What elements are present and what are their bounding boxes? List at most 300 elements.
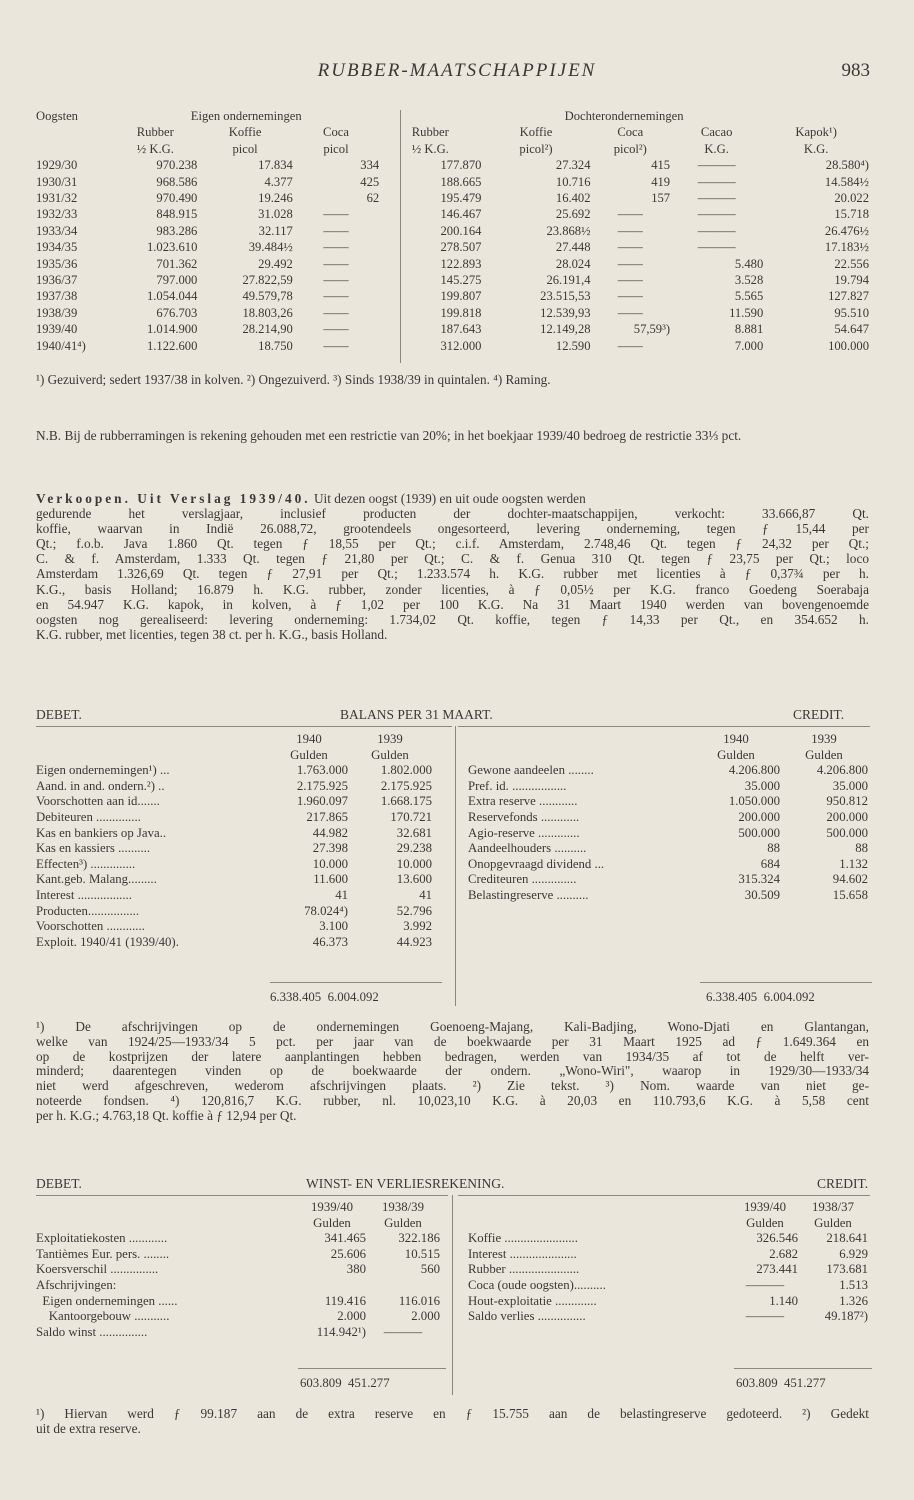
total-value: 6.004.092 bbox=[327, 990, 379, 1004]
table-cell: 200.000 bbox=[826, 809, 868, 824]
table-row bbox=[36, 857, 432, 873]
total-value: 6.338.405 bbox=[270, 990, 322, 1004]
table-cell: 425 bbox=[360, 174, 380, 189]
row-label: 1936/37 bbox=[36, 273, 78, 288]
table-cell: 419 bbox=[651, 174, 671, 189]
row-label: Kas en kassiers .......... bbox=[36, 841, 151, 856]
table-cell: 35.000 bbox=[744, 778, 780, 793]
table-cell: 44.982 bbox=[312, 825, 348, 840]
table-cell: 62 bbox=[366, 191, 380, 206]
table-cell: 30.509 bbox=[744, 887, 780, 902]
table-cell: 10.000 bbox=[312, 856, 348, 871]
row-label: Aandeelhouders .......... bbox=[468, 841, 587, 856]
unit-header: K.G. bbox=[803, 141, 829, 156]
unit-header: Gulden bbox=[371, 747, 409, 762]
table-cell: 1.960.097 bbox=[296, 794, 348, 809]
row-label: Belastingreserve .......... bbox=[468, 887, 589, 902]
row-label: Gewone aandeelen ........ bbox=[468, 763, 594, 778]
balans-credit-label: CREDIT. bbox=[793, 707, 845, 722]
table-row bbox=[36, 1231, 440, 1247]
row-label: Tantièmes Eur. pers. ........ bbox=[36, 1246, 170, 1261]
verkoop-line: en 54.947 K.G. kapok, in kolven, à ƒ 1,02 per 100 K.G. Na 31 Maart 1940 werden van bovengenoemde bbox=[36, 596, 869, 612]
verkoop-line: K.G. rubber, met licenties, tegen 38 ct. per h. K.G., basis Holland. bbox=[36, 626, 388, 642]
row-label: 1939/40 bbox=[36, 322, 78, 337]
table-cell: 12.590 bbox=[555, 338, 591, 353]
winst-debet-table bbox=[36, 1200, 440, 1340]
total-value: 603.809 bbox=[736, 1376, 778, 1390]
table-cell: —— bbox=[617, 338, 643, 353]
table-cell: 22.556 bbox=[834, 256, 869, 271]
table-cell: 127.827 bbox=[828, 289, 869, 304]
year-header: 1939 bbox=[377, 732, 403, 746]
table-cell: 78.024⁴) bbox=[304, 903, 348, 918]
row-label: 1934/35 bbox=[36, 240, 78, 255]
row-label: Saldo winst ............... bbox=[36, 1324, 148, 1339]
row-label: 1935/36 bbox=[36, 256, 78, 271]
table-cell: 32.117 bbox=[258, 223, 293, 238]
table-cell: 1.513 bbox=[839, 1277, 868, 1292]
winst-credit-table bbox=[468, 1200, 868, 1325]
row-label: 1938/39 bbox=[36, 305, 78, 320]
table-cell: 278.507 bbox=[440, 240, 482, 255]
group-dochter: Dochterondernemingen bbox=[564, 109, 684, 123]
table-row bbox=[36, 338, 869, 354]
table-cell: 27.448 bbox=[555, 240, 591, 255]
table-cell: 14.584½ bbox=[824, 174, 869, 189]
table-cell: 19.246 bbox=[258, 191, 293, 206]
unit-header: picol bbox=[232, 141, 258, 156]
table-cell: 23.868½ bbox=[546, 223, 591, 238]
table-cell: 341.465 bbox=[324, 1231, 366, 1246]
footnote-line: ¹) De afschrijvingen op de ondernemingen Goenoeng-Majang, Kali-Badjing, Wono-Djati en Glantangan, bbox=[36, 1019, 869, 1034]
table-cell: 4.206.800 bbox=[816, 763, 868, 778]
unit-header: Gulden bbox=[746, 1215, 784, 1230]
table-cell: —— bbox=[323, 223, 349, 238]
column-header: Koffie bbox=[228, 125, 262, 140]
table-cell: 1.132 bbox=[839, 856, 868, 871]
column-header: Rubber bbox=[411, 125, 449, 140]
page-number: 983 bbox=[841, 60, 870, 81]
row-label: Hout-exploitatie ............. bbox=[468, 1293, 597, 1308]
row-label: Kantoorgebouw ........... bbox=[36, 1309, 170, 1324]
table-cell: 15.658 bbox=[832, 887, 868, 902]
row-label: Voorschotten ............ bbox=[36, 919, 145, 934]
table-cell: 49.579,78 bbox=[242, 289, 293, 304]
table-cell: 12.149,28 bbox=[540, 322, 591, 337]
table-row bbox=[468, 1262, 868, 1278]
winst-credit-label: CREDIT. bbox=[817, 1176, 869, 1191]
table-cell: ——— bbox=[745, 1309, 785, 1324]
column-header: Coca bbox=[617, 125, 644, 140]
table-cell: 1.014.900 bbox=[146, 322, 198, 337]
table-cell: 35.000 bbox=[832, 778, 868, 793]
table-cell: —— bbox=[323, 305, 349, 320]
table-cell: 27.822,59 bbox=[242, 273, 293, 288]
verkoop-line: oogsten nog gerealiseerd: levering onderneming: 1.734,02 Qt. koffie, tegen ƒ 14,33 per Qt., en 354.652 h. bbox=[36, 611, 869, 627]
table-cell: 10.000 bbox=[396, 856, 432, 871]
footnote-line: ¹) Hiervan werd ƒ 99.187 aan de extra reserve en ƒ 15.755 aan de belastingreserve gedoteerd. ²) Gedekt bbox=[36, 1406, 869, 1421]
total-value: 6.004.092 bbox=[763, 990, 815, 1004]
table-cell: 29.238 bbox=[396, 841, 432, 856]
table-cell: 20.022 bbox=[834, 191, 869, 206]
table-cell: 114.942¹) bbox=[316, 1324, 366, 1339]
footnote-line: noteerde fondsen. ⁴) 120,816,7 K.G. rubber, nl. 10,023,10 K.G. à 20,03 en 110.793,6 K.G. à 5,58 cent bbox=[36, 1092, 869, 1108]
table-cell: 31.028 bbox=[258, 207, 293, 222]
table-cell: 52.796 bbox=[396, 903, 432, 918]
table-cell: 11.600 bbox=[313, 872, 348, 887]
table-row bbox=[36, 239, 869, 255]
table-cell: 18.750 bbox=[258, 338, 293, 353]
footnote-line: per h. K.G.; 4.763,18 Qt. koffie à ƒ 12,94 per Qt. bbox=[36, 1107, 297, 1123]
table-cell: 950.812 bbox=[826, 794, 868, 809]
year-header: 1938/37 bbox=[812, 1200, 854, 1214]
table-row bbox=[468, 888, 868, 904]
table-cell: 19.794 bbox=[834, 273, 869, 288]
table-row bbox=[36, 190, 869, 206]
table-cell: 39.484½ bbox=[248, 240, 293, 255]
table-row bbox=[36, 223, 869, 239]
table-cell: 1.802.000 bbox=[380, 763, 432, 778]
table-cell: 8.881 bbox=[734, 322, 764, 337]
table-cell: 27.398 bbox=[312, 841, 348, 856]
table-row bbox=[468, 810, 868, 826]
unit-header: Gulden bbox=[384, 1215, 422, 1230]
balans-debet-label: DEBET. bbox=[36, 707, 82, 722]
row-label: 1940/41⁴) bbox=[36, 338, 86, 353]
table-cell: 199.807 bbox=[440, 289, 482, 304]
table-cell: 44.923 bbox=[396, 934, 432, 949]
row-label: 1931/32 bbox=[36, 191, 78, 206]
table-cell: 200.000 bbox=[738, 809, 780, 824]
table-cell: 187.643 bbox=[440, 322, 482, 337]
table-cell: 95.510 bbox=[834, 305, 869, 320]
table-row bbox=[36, 1294, 440, 1310]
winst-debet-label: DEBET. bbox=[36, 1176, 82, 1191]
nb-note: N.B. Bij de rubberramingen is rekening gehouden met een restrictie van 20%; in het boekjaar 1939/40 bedroeg de restrictie 33⅓ pct. bbox=[36, 428, 742, 443]
row-label: Debiteuren .............. bbox=[36, 809, 141, 824]
table-cell: 119.416 bbox=[324, 1293, 366, 1308]
table-cell: 54.647 bbox=[834, 322, 869, 337]
table-cell: 122.893 bbox=[440, 256, 482, 271]
verkoop-line: Uit dezen oogst (1939) en uit oude oogsten werden bbox=[310, 491, 586, 506]
table-row bbox=[36, 1278, 440, 1294]
table-row bbox=[468, 841, 868, 857]
table-row bbox=[468, 1278, 868, 1294]
unit-header: Gulden bbox=[313, 1215, 351, 1230]
table-cell: 88 bbox=[767, 841, 780, 856]
table-cell: 157 bbox=[651, 191, 671, 206]
table-cell: 17.183½ bbox=[824, 240, 869, 255]
table-cell: 29.492 bbox=[258, 256, 293, 271]
table-cell: —— bbox=[617, 273, 643, 288]
table-cell: 116.016 bbox=[398, 1293, 440, 1308]
table-cell: 983.286 bbox=[156, 223, 198, 238]
table-cell: 173.681 bbox=[826, 1262, 868, 1277]
table-cell: 170.721 bbox=[390, 809, 432, 824]
table-cell: 1.763.000 bbox=[296, 763, 348, 778]
row-label: Rubber ...................... bbox=[468, 1262, 580, 1277]
table-cell: 500.000 bbox=[738, 825, 780, 840]
table-cell: 23.515,53 bbox=[540, 289, 591, 304]
table-cell: 3.100 bbox=[319, 919, 348, 934]
row-label: Koffie ....................... bbox=[468, 1231, 578, 1246]
row-label: Exploit. 1940/41 (1939/40). bbox=[36, 934, 179, 949]
year-header: 1939/40 bbox=[744, 1200, 786, 1214]
table-row bbox=[36, 206, 869, 222]
table-cell: —— bbox=[323, 289, 349, 304]
table-cell: 3.528 bbox=[734, 273, 764, 288]
unit-header: ½ K.G. bbox=[411, 141, 449, 156]
table-cell: 315.324 bbox=[738, 872, 780, 887]
table-cell: 415 bbox=[651, 158, 671, 173]
footnote-line: welke van 1924/25—1933/34 5 pct. per jaar van de boekwaarde per 31 Maart 1925 ad ƒ 1.649.364 en bbox=[36, 1033, 869, 1049]
table-cell: 322.186 bbox=[398, 1231, 440, 1246]
row-label: Reservefonds ............ bbox=[468, 809, 580, 824]
page-running-title: RUBBER-MAATSCHAPPIJEN bbox=[317, 60, 597, 81]
table-cell: —— bbox=[323, 338, 349, 353]
table-cell: 968.586 bbox=[156, 174, 198, 189]
row-label: Interest ................. bbox=[36, 887, 132, 902]
unit-header: Gulden bbox=[290, 747, 328, 762]
row-label: Crediteuren .............. bbox=[468, 872, 577, 887]
year-header: 1940 bbox=[723, 732, 749, 746]
row-label: Producten................ bbox=[36, 903, 140, 918]
group-eigen: Eigen ondernemingen bbox=[190, 109, 302, 123]
table-cell: 2.682 bbox=[769, 1246, 798, 1261]
table-cell: 5.565 bbox=[734, 289, 764, 304]
verkoop-line: Amsterdam 1.326,69 Qt. tegen ƒ 27,91 per Qt.; 1.233.574 h. K.G. rubber met licenties à ƒ 0,37¾ per h. bbox=[36, 566, 869, 582]
table-row bbox=[36, 288, 869, 304]
table-cell: —— bbox=[617, 289, 643, 304]
table-row bbox=[36, 321, 869, 337]
harvest-footnote: ¹) Gezuiverd; sedert 1937/38 in kolven. ²) Ongezuiverd. ³) Sinds 1938/39 in quintalen. ⁴) Raming. bbox=[36, 372, 551, 387]
year-header: 1940 bbox=[296, 732, 322, 746]
table-cell: ——— bbox=[697, 240, 736, 255]
verkoop-line: gedurende het verslagjaar, inclusief producten der dochter-maatschappijen, verkocht: 33.666,87 Qt. bbox=[36, 506, 869, 522]
winst-total-right bbox=[736, 1376, 826, 1392]
table-cell: 701.362 bbox=[156, 256, 198, 271]
row-label: Effecten³) .............. bbox=[36, 856, 136, 871]
year-header: 1938/39 bbox=[382, 1200, 424, 1214]
harvest-table bbox=[36, 108, 869, 354]
balans-credit-table bbox=[468, 732, 868, 904]
table-cell: 4.206.800 bbox=[728, 763, 780, 778]
table-cell: 1.023.610 bbox=[146, 240, 198, 255]
table-cell: 28.024 bbox=[555, 256, 591, 271]
table-cell: 7.000 bbox=[734, 338, 764, 353]
balans-total-left bbox=[270, 990, 379, 1006]
table-cell: 2.175.925 bbox=[380, 778, 432, 793]
col-oogsten: Oogsten bbox=[36, 109, 78, 123]
verkoop-line: Qt.; f.o.b. Java 1.860 Qt. tegen ƒ 18,55 per Qt.; c.i.f. Amsterdam, 2.748,46 Qt. tegen ƒ 24,32 per Qt.; bbox=[36, 536, 869, 552]
row-label: Coca (oude oogsten).......... bbox=[468, 1277, 606, 1292]
table-cell: 5.480 bbox=[734, 256, 764, 271]
row-label: Onopgevraagd dividend ... bbox=[468, 856, 605, 871]
table-row bbox=[468, 1247, 868, 1263]
table-cell: 88 bbox=[855, 841, 868, 856]
table-row bbox=[36, 794, 432, 810]
table-row bbox=[468, 1231, 868, 1247]
row-label: Kas en bankiers op Java.. bbox=[36, 825, 167, 840]
table-cell: 4.377 bbox=[264, 174, 293, 189]
table-cell: 27.324 bbox=[555, 158, 591, 173]
table-cell: 195.479 bbox=[440, 191, 482, 206]
footnote-line: niet werd afgeschreven, wederom afschrijvingen plaats. ²) Zie tekst. ³) Nom. waarde van niet ge- bbox=[36, 1078, 869, 1094]
row-label: Afschrijvingen: bbox=[36, 1277, 117, 1292]
row-label: Kant.geb. Malang......... bbox=[36, 872, 157, 887]
table-row bbox=[468, 1294, 868, 1310]
table-cell: 217.865 bbox=[306, 809, 348, 824]
table-row bbox=[468, 763, 868, 779]
table-cell: 12.539,93 bbox=[540, 305, 591, 320]
table-cell bbox=[298, 1278, 366, 1294]
unit-header: picol bbox=[323, 141, 349, 156]
table-cell: 188.665 bbox=[440, 174, 482, 189]
row-label: Saldo verlies ............... bbox=[468, 1309, 586, 1324]
table-cell: 200.164 bbox=[440, 223, 482, 238]
table-cell: 145.275 bbox=[440, 273, 482, 288]
table-row bbox=[36, 305, 869, 321]
row-label: 1930/31 bbox=[36, 174, 78, 189]
table-row bbox=[36, 779, 432, 795]
total-value: 451.277 bbox=[784, 1376, 826, 1390]
unit-header: Gulden bbox=[814, 1215, 852, 1230]
table-cell: ——— bbox=[697, 174, 736, 189]
balans-total-right bbox=[706, 990, 815, 1006]
table-cell: 17.834 bbox=[258, 158, 293, 173]
footnote-line: uit de extra reserve. bbox=[36, 1421, 141, 1436]
table-cell: 273.441 bbox=[756, 1262, 798, 1277]
verkoop-paragraph bbox=[36, 491, 869, 642]
winst-title: WINST- EN VERLIESREKENING. bbox=[306, 1176, 505, 1191]
table-cell: 28.580⁴) bbox=[825, 158, 869, 173]
table-cell: 797.000 bbox=[156, 273, 198, 288]
row-label: Koersverschil ............... bbox=[36, 1262, 159, 1277]
total-value: 603.809 bbox=[300, 1376, 342, 1390]
table-cell: 334 bbox=[360, 158, 380, 173]
table-cell: 94.602 bbox=[832, 872, 868, 887]
table-cell: 57,59³) bbox=[633, 322, 671, 337]
table-cell: —— bbox=[617, 207, 643, 222]
table-cell: —— bbox=[617, 256, 643, 271]
unit-header: picol²) bbox=[613, 141, 647, 156]
table-cell: 46.373 bbox=[312, 934, 348, 949]
table-row bbox=[36, 919, 432, 935]
footnote-line: minderd; daarentegen vinden op de boekwaarde der ondern. „Wono-Wiri", waarop in 1929/30—1933/34 bbox=[36, 1063, 869, 1079]
table-cell: 15.718 bbox=[834, 207, 869, 222]
year-header: 1939/40 bbox=[311, 1200, 353, 1214]
table-cell: 100.000 bbox=[828, 338, 869, 353]
table-cell: —— bbox=[323, 256, 349, 271]
table-cell: 199.818 bbox=[440, 305, 482, 320]
table-cell: 26.191,4 bbox=[546, 273, 591, 288]
column-header: Coca bbox=[323, 125, 349, 140]
table-row bbox=[36, 826, 432, 842]
table-cell: 11.590 bbox=[729, 305, 764, 320]
table-row bbox=[36, 872, 432, 888]
table-cell: 326.546 bbox=[756, 1231, 798, 1246]
table-cell: ——— bbox=[383, 1324, 423, 1339]
table-cell: 1.050.000 bbox=[728, 794, 780, 809]
column-header: Rubber bbox=[136, 125, 174, 140]
table-cell: ——— bbox=[697, 191, 736, 206]
winst-footnote bbox=[36, 1406, 869, 1436]
winst-total-left bbox=[300, 1376, 390, 1392]
table-cell: 6.929 bbox=[839, 1246, 868, 1261]
row-label: Extra reserve ............ bbox=[468, 794, 578, 809]
table-row bbox=[36, 1247, 440, 1263]
table-cell: —— bbox=[323, 240, 349, 255]
unit-header: picol²) bbox=[519, 141, 553, 156]
row-label: Pref. id. ................. bbox=[468, 778, 567, 793]
table-cell: 1.326 bbox=[839, 1293, 868, 1308]
row-label: Agio-reserve ............. bbox=[468, 825, 580, 840]
table-cell: 41 bbox=[335, 887, 348, 902]
table-cell: 970.238 bbox=[156, 158, 198, 173]
footnote-line: op de kostprijzen der latere aanplantingen hebben bedragen, werden van 1934/35 af tot de helft ver- bbox=[36, 1048, 869, 1064]
table-cell: 2.000 bbox=[411, 1309, 440, 1324]
table-row bbox=[36, 935, 432, 951]
table-row bbox=[36, 888, 432, 904]
row-label: 1932/33 bbox=[36, 207, 78, 222]
row-label: 1937/38 bbox=[36, 289, 78, 304]
row-label: Interest ..................... bbox=[468, 1246, 577, 1261]
table-cell: —— bbox=[617, 223, 643, 238]
table-cell: 848.915 bbox=[156, 207, 198, 222]
table-cell: 312.000 bbox=[440, 338, 482, 353]
table-cell: 32.681 bbox=[396, 825, 432, 840]
table-cell: 177.870 bbox=[440, 158, 482, 173]
table-cell bbox=[366, 1278, 440, 1294]
row-label: Eigen ondernemingen ...... bbox=[36, 1293, 178, 1308]
table-row bbox=[36, 174, 869, 190]
table-row bbox=[468, 872, 868, 888]
table-cell: 1.140 bbox=[769, 1293, 798, 1308]
unit-header: ½ K.G. bbox=[136, 141, 174, 156]
table-row bbox=[36, 763, 432, 779]
table-cell: 13.600 bbox=[396, 872, 432, 887]
table-cell: 49.187²) bbox=[824, 1309, 868, 1324]
table-row bbox=[36, 272, 869, 288]
row-label: 1933/34 bbox=[36, 223, 78, 238]
table-cell: 2.175.925 bbox=[296, 778, 348, 793]
table-cell: 1.122.600 bbox=[146, 338, 198, 353]
table-cell: —— bbox=[323, 207, 349, 222]
table-cell: 676.703 bbox=[156, 305, 198, 320]
verkoop-line: K.G., basis Holland; 16.879 h. K.G. rubber, zonder licenties, à ƒ 0,05½ per K.G. franco Goedeng Soerabaja bbox=[36, 581, 869, 597]
table-cell: —— bbox=[617, 305, 643, 320]
column-header: Cacao bbox=[700, 125, 733, 140]
total-value: 451.277 bbox=[348, 1376, 390, 1390]
table-cell: ——— bbox=[697, 223, 736, 238]
table-cell: 380 bbox=[346, 1262, 366, 1277]
row-label: Eigen ondernemingen¹) ... bbox=[36, 763, 170, 778]
table-cell: —— bbox=[323, 322, 349, 337]
row-label: Voorschotten aan id....... bbox=[36, 794, 160, 809]
table-row bbox=[468, 794, 868, 810]
table-cell: 25.606 bbox=[330, 1246, 366, 1261]
table-row bbox=[468, 857, 868, 873]
table-cell: —— bbox=[323, 273, 349, 288]
balans-footnote bbox=[36, 1020, 869, 1124]
row-label: 1929/30 bbox=[36, 158, 78, 173]
table-cell: 560 bbox=[420, 1262, 440, 1277]
table-cell: 1.668.175 bbox=[380, 794, 432, 809]
table-cell: 18.803,26 bbox=[242, 305, 293, 320]
table-cell: 28.214,90 bbox=[242, 322, 293, 337]
row-label: Exploitatiekosten ............ bbox=[36, 1231, 168, 1246]
table-row bbox=[36, 841, 432, 857]
